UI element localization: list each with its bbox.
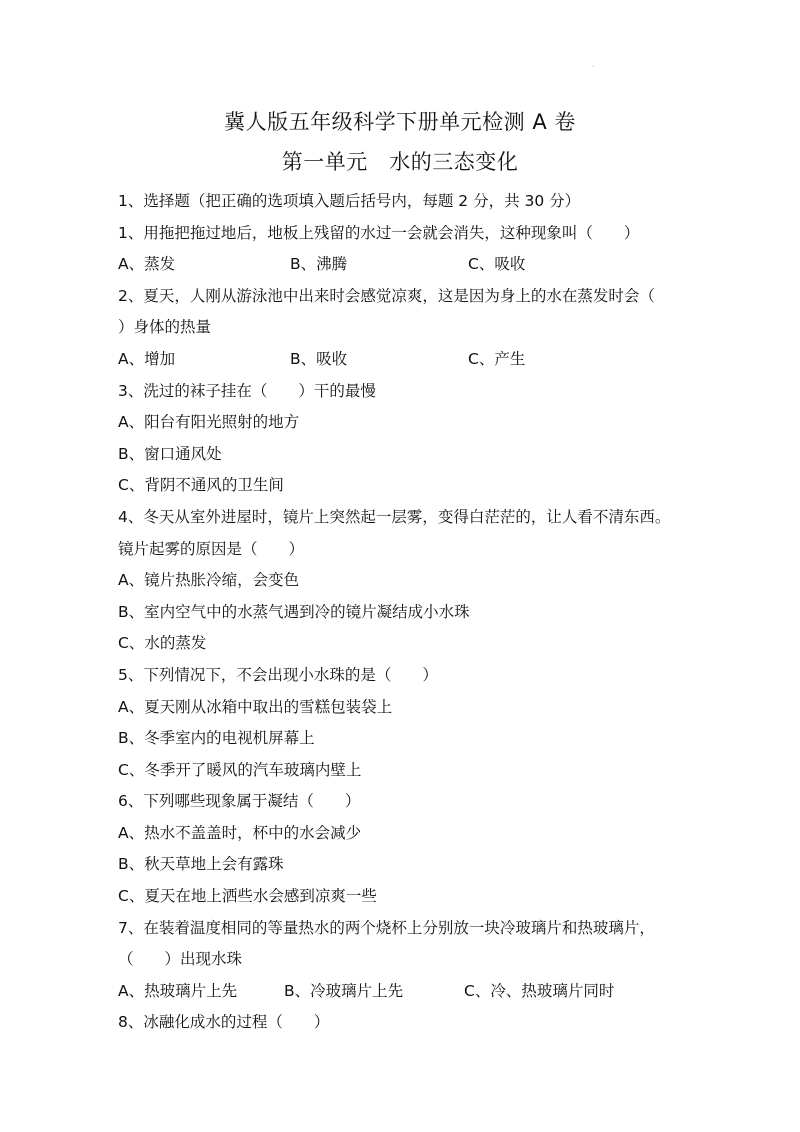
option-c: C、吸收 [468, 255, 526, 274]
option-b: B、吸收 [290, 349, 348, 368]
option-b: B、秋天草地上会有露珠 [118, 855, 284, 874]
option-b: B、室内空气中的水蒸气遇到冷的镜片凝结成小水珠 [118, 602, 470, 621]
option-a: A、热玻璃片上先 [118, 981, 238, 1000]
question-4-stem-line2: 镜片起雾的原因是（ ） [118, 539, 305, 558]
exam-title: 冀人版五年级科学下册单元检测 A 卷 [224, 110, 576, 134]
question-8-stem: 8、冰融化成水的过程（ ） [118, 1013, 330, 1032]
question-1-stem: 1、用拖把拖过地后，地板上残留的水过一会就会消失，这种现象叫（ ） [118, 223, 640, 242]
option-a: A、阳台有阳光照射的地方 [118, 413, 300, 432]
question-4-stem-line1: 4、冬天从室外进屋时，镜片上突然起一层雾，变得白茫茫的，让人看不清东西。 [118, 507, 671, 526]
section-heading: 1、选择题（把正确的选项填入题后括号内，每题 2 分，共 30 分） [118, 192, 581, 210]
question-7-stem-line1: 7、在装着温度相同的等量热水的两个烧杯上分别放一块冷玻璃片和热玻璃片， [118, 918, 655, 937]
question-3-stem: 3、洗过的袜子挂在（ ）干的最慢 [118, 381, 376, 400]
option-c: C、冷、热玻璃片同时 [464, 981, 615, 1000]
option-a: A、夏天刚从冰箱中取出的雪糕包装袋上 [118, 697, 393, 716]
question-list [118, 186, 698, 1039]
option-c: C、产生 [468, 349, 526, 368]
unit-subtitle: 第一单元 水的三态变化 [281, 150, 519, 174]
question-7-options [118, 976, 698, 1008]
option-b: B、冷玻璃片上先 [284, 981, 404, 1000]
option-a: A、热水不盖盖时，杯中的水会减少 [118, 823, 362, 842]
question-2-options [118, 344, 698, 376]
option-a: A、增加 [118, 349, 176, 368]
question-1-options [118, 249, 698, 281]
question-6-stem: 6、下列哪些现象属于凝结（ ） [118, 792, 361, 811]
option-a: A、镜片热胀冷缩，会变色 [118, 571, 300, 590]
scan-speck: · [592, 62, 595, 71]
option-b: B、沸腾 [290, 255, 348, 274]
question-2-stem-line1: 2、夏天，人刚从游泳池中出来时会感觉凉爽，这是因为身上的水在蒸发时会（ [118, 286, 655, 305]
option-b: B、窗口通风处 [118, 444, 222, 463]
question-2-stem-line2: ）身体的热量 [118, 318, 212, 337]
option-c: C、夏天在地上洒些水会感到凉爽一些 [118, 887, 377, 906]
option-c: C、冬季开了暖风的汽车玻璃内壁上 [118, 760, 362, 779]
option-a: A、蒸发 [118, 255, 176, 274]
option-c: C、水的蒸发 [118, 634, 207, 653]
question-7-stem-line2: （ ）出现水珠 [118, 950, 243, 969]
option-b: B、冬季室内的电视机屏幕上 [118, 729, 315, 748]
option-c: C、背阴不通风的卫生间 [118, 476, 284, 495]
question-5-stem: 5、下列情况下，不会出现小水珠的是（ ） [118, 665, 438, 684]
